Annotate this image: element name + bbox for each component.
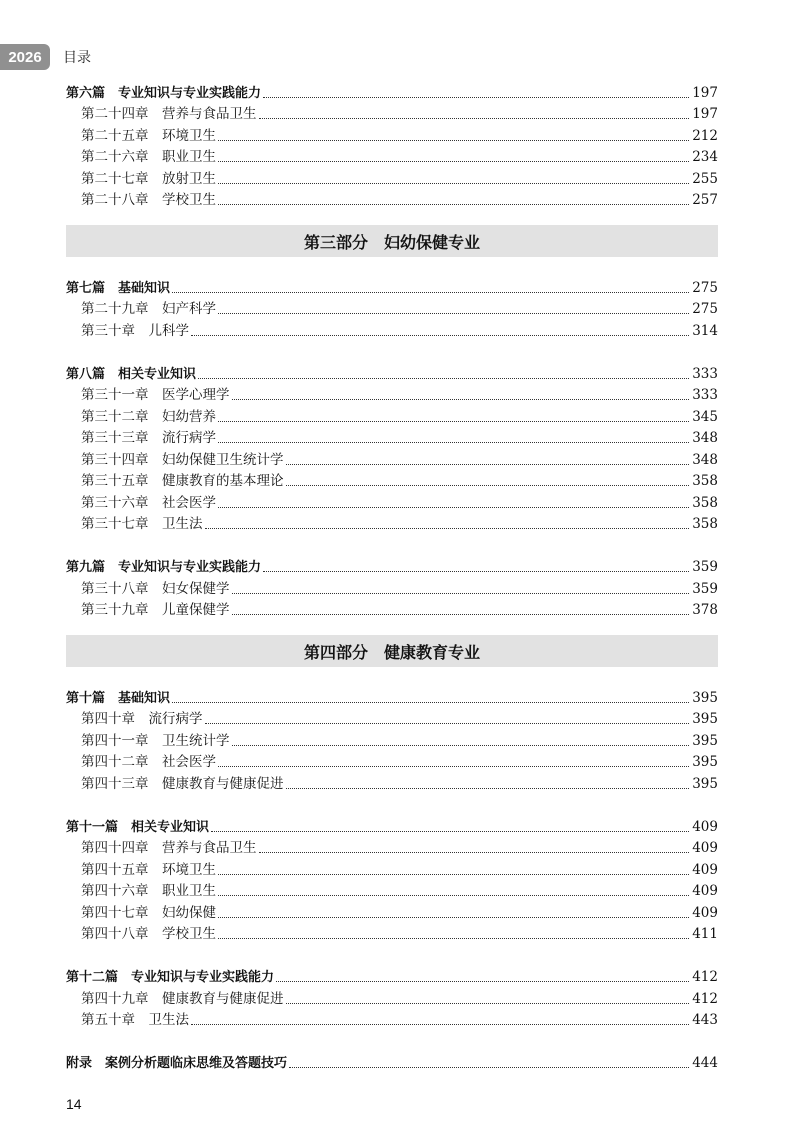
dot-leader bbox=[259, 118, 690, 119]
toc-chapter[interactable] bbox=[66, 857, 718, 879]
toc-chapter-title: 第三十一章 医学心理学 bbox=[81, 387, 230, 403]
section-heading: 第四部分 健康教育专业 bbox=[66, 635, 718, 667]
spacer bbox=[66, 793, 718, 815]
dot-leader bbox=[218, 874, 689, 875]
dot-leader bbox=[232, 593, 690, 594]
dot-leader bbox=[191, 335, 689, 336]
toc-chapter[interactable] bbox=[66, 297, 718, 319]
spacer bbox=[66, 340, 718, 362]
dot-leader bbox=[286, 485, 690, 486]
dot-leader bbox=[263, 97, 689, 98]
toc-chapter[interactable] bbox=[66, 922, 718, 944]
spacer bbox=[66, 533, 718, 555]
toc-chapter-title: 第三十二章 妇幼营养 bbox=[81, 408, 216, 425]
toc-part-title: 第七篇 基础知识 bbox=[66, 280, 171, 296]
toc-page-number: 314 bbox=[692, 322, 718, 339]
toc-chapter-title: 第三十五章 健康教育的基本理论 bbox=[81, 473, 284, 489]
dot-leader bbox=[218, 917, 689, 918]
toc-chapter[interactable] bbox=[66, 728, 718, 750]
toc-chapter-title: 第二十八章 学校卫生 bbox=[81, 192, 216, 208]
toc-chapter-title: 第二十六章 职业卫生 bbox=[81, 149, 216, 165]
toc-part[interactable] bbox=[66, 685, 718, 707]
toc-chapter[interactable] bbox=[66, 879, 718, 901]
toc-page-number: 412 bbox=[692, 969, 718, 985]
toc-chapter[interactable] bbox=[66, 123, 718, 145]
toc-page-number: 257 bbox=[692, 192, 718, 208]
section-heading: 第三部分 妇幼保健专业 bbox=[66, 225, 718, 257]
toc-chapter-title: 第三十七章 卫生法 bbox=[81, 516, 203, 532]
dot-leader bbox=[218, 507, 689, 508]
toc-part-title: 第十篇 基础知识 bbox=[66, 690, 171, 706]
dot-leader bbox=[205, 528, 690, 529]
year-tab: 2026 bbox=[0, 44, 50, 70]
toc-page-number: 395 bbox=[692, 775, 718, 792]
toc-page-number: 197 bbox=[692, 84, 718, 101]
dot-leader bbox=[172, 292, 689, 293]
toc-chapter-title: 第三十章 儿科学 bbox=[81, 322, 189, 339]
toc-page-number: 333 bbox=[692, 365, 718, 382]
dot-leader bbox=[218, 161, 689, 162]
toc-chapter-title: 第三十四章 妇幼保健卫生统计学 bbox=[81, 451, 284, 468]
page-number: 14 bbox=[66, 1096, 82, 1112]
toc-chapter[interactable] bbox=[66, 707, 718, 729]
toc-part-title: 第十一篇 相关专业知识 bbox=[66, 819, 210, 835]
toc-part-title: 第十二篇 专业知识与专业实践能力 bbox=[66, 970, 275, 985]
toc-chapter[interactable] bbox=[66, 188, 718, 210]
toc-chapter-title: 第四十五章 环境卫生 bbox=[81, 861, 216, 878]
toc-page-number: 212 bbox=[692, 127, 718, 144]
toc-chapter[interactable] bbox=[66, 576, 718, 598]
dot-leader bbox=[191, 1024, 689, 1025]
toc-chapter-title: 第二十七章 放射卫生 bbox=[81, 170, 216, 187]
toc-chapter-title: 第四十二章 社会医学 bbox=[81, 754, 216, 770]
toc-part-title: 附录 案例分析题临床思维及答题技巧 bbox=[66, 1056, 288, 1071]
toc-page-number: 395 bbox=[692, 711, 718, 727]
toc-chapter[interactable] bbox=[66, 318, 718, 340]
dot-leader bbox=[205, 723, 690, 724]
toc-chapter-title: 第二十九章 妇产科学 bbox=[81, 301, 216, 317]
dot-leader bbox=[218, 442, 689, 443]
toc-page-number: 359 bbox=[692, 580, 718, 597]
dot-leader bbox=[198, 378, 689, 379]
toc-chapter-title: 第二十五章 环境卫生 bbox=[81, 127, 216, 144]
toc-page-number: 443 bbox=[692, 1012, 718, 1028]
toc-chapter[interactable] bbox=[66, 490, 718, 512]
dot-leader bbox=[289, 1067, 689, 1068]
toc-part[interactable] bbox=[66, 275, 718, 297]
toc-chapter-title: 第四十八章 学校卫生 bbox=[81, 926, 216, 942]
toc-page-number: 345 bbox=[692, 408, 718, 425]
toc-chapter[interactable] bbox=[66, 598, 718, 620]
dot-leader bbox=[218, 204, 689, 205]
toc-page-number: 395 bbox=[692, 732, 718, 749]
toc-chapter[interactable] bbox=[66, 900, 718, 922]
toc-page-number: 348 bbox=[692, 430, 718, 446]
dot-leader bbox=[218, 421, 689, 422]
toc-chapter-title: 第四十九章 健康教育与健康促进 bbox=[81, 990, 284, 1007]
dot-leader bbox=[218, 938, 689, 939]
toc-chapter-title: 第四十三章 健康教育与健康促进 bbox=[81, 775, 284, 792]
toc-chapter[interactable] bbox=[66, 404, 718, 426]
toc-chapter[interactable] bbox=[66, 986, 718, 1008]
toc-page-number: 409 bbox=[692, 904, 718, 921]
toc-page-number: 234 bbox=[692, 149, 718, 165]
toc-chapter-title: 第四十六章 职业卫生 bbox=[81, 883, 216, 899]
toc-page-number: 359 bbox=[692, 559, 718, 575]
table-of-contents bbox=[66, 80, 718, 1072]
dot-leader bbox=[218, 895, 689, 896]
toc-page-number: 358 bbox=[692, 473, 718, 489]
dot-leader bbox=[259, 852, 690, 853]
dot-leader bbox=[276, 981, 689, 982]
toc-page-number: 197 bbox=[692, 106, 718, 122]
dot-leader bbox=[172, 702, 689, 703]
header-title: 目录 bbox=[63, 50, 91, 66]
toc-chapter-title: 第三十三章 流行病学 bbox=[81, 430, 216, 446]
toc-part-title: 第六篇 专业知识与专业实践能力 bbox=[66, 85, 262, 101]
toc-part[interactable] bbox=[66, 361, 718, 383]
toc-chapter-title: 第五十章 卫生法 bbox=[81, 1012, 189, 1028]
dot-leader bbox=[218, 766, 689, 767]
toc-appendix[interactable] bbox=[66, 1051, 718, 1073]
dot-leader bbox=[218, 140, 689, 141]
toc-chapter[interactable] bbox=[66, 836, 718, 858]
toc-page-number: 275 bbox=[692, 301, 718, 317]
toc-page-number: 409 bbox=[692, 883, 718, 899]
toc-part-title: 第九篇 专业知识与专业实践能力 bbox=[66, 560, 262, 575]
toc-chapter[interactable] bbox=[66, 512, 718, 534]
toc-chapter[interactable] bbox=[66, 469, 718, 491]
dot-leader bbox=[232, 745, 690, 746]
dot-leader bbox=[286, 464, 690, 465]
toc-page-number: 348 bbox=[692, 451, 718, 468]
toc-page-number: 409 bbox=[692, 861, 718, 878]
toc-chapter[interactable] bbox=[66, 1008, 718, 1030]
toc-part-title: 第八篇 相关专业知识 bbox=[66, 366, 197, 382]
spacer bbox=[66, 943, 718, 965]
toc-chapter-title: 第四十章 流行病学 bbox=[81, 711, 203, 727]
toc-page-number: 255 bbox=[692, 170, 718, 187]
dot-leader bbox=[232, 399, 690, 400]
toc-page-number: 412 bbox=[692, 990, 718, 1007]
dot-leader bbox=[286, 788, 690, 789]
dot-leader bbox=[218, 183, 689, 184]
toc-page-number: 395 bbox=[692, 754, 718, 770]
toc-chapter[interactable] bbox=[66, 447, 718, 469]
dot-leader bbox=[211, 831, 689, 832]
toc-chapter[interactable] bbox=[66, 383, 718, 405]
toc-chapter-title: 第三十六章 社会医学 bbox=[81, 494, 216, 511]
toc-chapter[interactable] bbox=[66, 426, 718, 448]
running-header bbox=[0, 44, 91, 70]
toc-chapter-title: 第三十八章 妇女保健学 bbox=[81, 580, 230, 597]
toc-chapter[interactable] bbox=[66, 145, 718, 167]
dot-leader bbox=[286, 1003, 690, 1004]
toc-chapter-title: 第三十九章 儿童保健学 bbox=[81, 602, 230, 618]
toc-part[interactable] bbox=[66, 555, 718, 577]
toc-page-number: 333 bbox=[692, 387, 718, 403]
toc-chapter-title: 第四十七章 妇幼保健 bbox=[81, 904, 216, 921]
toc-page-number: 358 bbox=[692, 516, 718, 532]
toc-part[interactable] bbox=[66, 814, 718, 836]
dot-leader bbox=[263, 571, 689, 572]
toc-chapter-title: 第二十四章 营养与食品卫生 bbox=[81, 106, 257, 122]
toc-chapter[interactable] bbox=[66, 750, 718, 772]
toc-chapter-title: 第四十四章 营养与食品卫生 bbox=[81, 840, 257, 856]
toc-page-number: 444 bbox=[692, 1055, 718, 1071]
toc-page-number: 409 bbox=[692, 818, 718, 835]
toc-page-number: 275 bbox=[692, 279, 718, 296]
toc-chapter[interactable] bbox=[66, 102, 718, 124]
toc-page-number: 378 bbox=[692, 602, 718, 618]
toc-page-number: 411 bbox=[692, 926, 718, 942]
spacer bbox=[66, 1029, 718, 1051]
toc-page-number: 358 bbox=[692, 494, 718, 511]
toc-part[interactable] bbox=[66, 965, 718, 987]
toc-page-number: 395 bbox=[692, 689, 718, 706]
toc-chapter[interactable] bbox=[66, 771, 718, 793]
toc-chapter-title: 第四十一章 卫生统计学 bbox=[81, 732, 230, 749]
toc-part[interactable] bbox=[66, 80, 718, 102]
dot-leader bbox=[218, 313, 689, 314]
toc-page-number: 409 bbox=[692, 840, 718, 856]
toc-chapter[interactable] bbox=[66, 166, 718, 188]
dot-leader bbox=[232, 614, 690, 615]
